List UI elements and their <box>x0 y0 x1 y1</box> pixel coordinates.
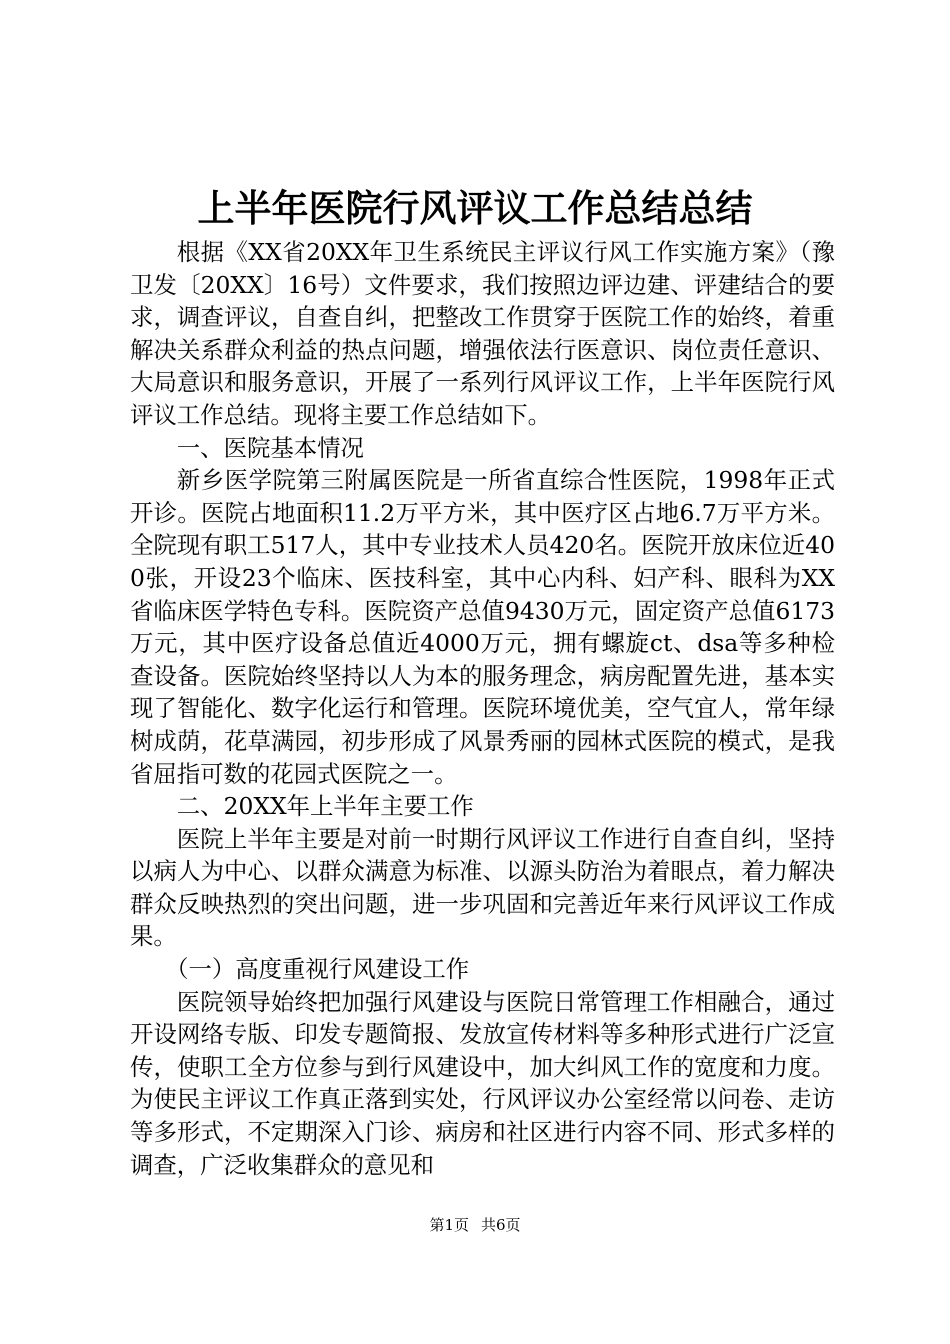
document-body <box>130 236 835 1181</box>
document-title: 上半年医院行风评议工作总结总结 <box>197 186 753 230</box>
paragraph-leadership: 医院领导始终把加强行风建设与医院日常管理工作相融合，通过开设网络专版、印发专题简报、发放宣传材料等多种形式进行广泛宣传，使职工全方位参与到行风建设中，加大纠风工作的宽度和力度。为使民主评议工作真正落到实处，行风评议办公室经常以问卷、走访等多形式，不定期深入门诊、病房和社区进行内容不同、形式多样的调查，广泛收集群众的意见和 <box>130 987 835 1179</box>
section-heading-1: 一、医院基本情况 <box>176 433 364 462</box>
paragraph-intro: 根据《XX省20XX年卫生系统民主评议行风工作实施方案》（豫卫发〔20XX〕16号）文件要求，我们按照边评边建、评建结合的要求，调查评议，自查自纠，把整改工作贯穿于医院工作的始终，着重解决关系群众利益的热点问题，增强依法行医意识、岗位责任意识、大局意识和服务意识，开展了一系列行风评议工作，上半年医院行风评议工作总结。现将主要工作总结如下。 <box>130 238 835 429</box>
page-total: 共6页 <box>481 1216 521 1234</box>
paragraph-hospital-overview: 新乡医学院第三附属医院是一所省直综合性医院，1998年正式开诊。医院占地面积11.2万平方米，其中医疗区占地6.7万平方米。全院现有职工517人，其中专业技术人员420名。医院开放床位近400张，开设23个临床、医技科室，其中心内科、妇产科、眼科为XX省临床医学特色专科。医院资产总值9430万元，固定资产总值6173万元，其中医疗设备总值近4000万元，拥有螺旋ct、dsa等多种检查设备。医院始终坚持以人为本的服务理念，病房配置先进，基本实现了智能化、数字化运行和管理。医院环境优美，空气宜人，常年绿树成荫，花草满园，初步形成了风景秀丽的园林式医院的模式，是我省屈指可数的花园式医院之一。 <box>130 466 835 788</box>
section-heading-2: 二、20XX年上半年主要工作 <box>176 792 474 821</box>
page-number: 第1页 <box>429 1216 469 1234</box>
subsection-heading-1: （一）高度重视行风建设工作 <box>165 955 470 984</box>
paragraph-main-work: 医院上半年主要是对前一时期行风评议工作进行自查自纠，坚持以病人为中心、以群众满意为标准、以源头防治为着眼点，着力解决群众反映热烈的突出问题，进一步巩固和完善近年来行风评议工作成果。 <box>130 824 835 951</box>
page-footer <box>0 1215 950 1235</box>
